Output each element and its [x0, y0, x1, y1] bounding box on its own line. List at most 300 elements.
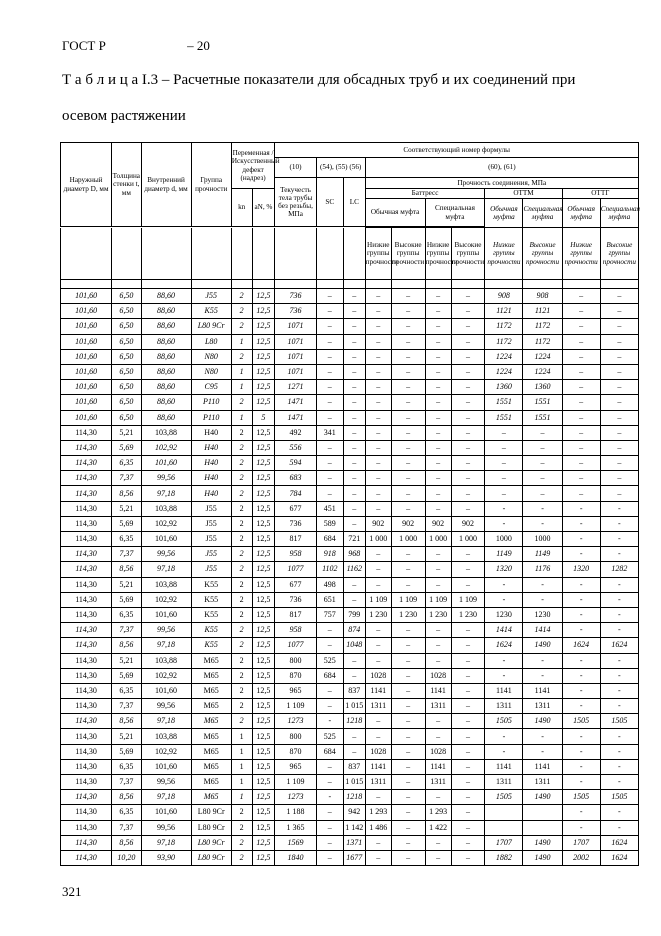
- table-cell: 5,21: [112, 577, 141, 592]
- table-cell: 114,30: [61, 471, 112, 486]
- table-cell: -: [562, 683, 600, 698]
- table-cell: 1311: [523, 775, 562, 790]
- table-cell: 114,30: [61, 820, 112, 835]
- col-inner-diameter: Внутренний диаметр d, мм: [141, 143, 191, 227]
- table-cell: 2: [231, 592, 252, 607]
- table-cell: –: [451, 364, 485, 379]
- table-cell: –: [562, 304, 600, 319]
- table-cell: 1551: [523, 410, 562, 425]
- table-cell: 12,5: [252, 501, 275, 516]
- table-cell: [523, 820, 562, 835]
- table-cell: –: [365, 440, 391, 455]
- table-cell: –: [391, 501, 425, 516]
- table-cell: –: [391, 835, 425, 850]
- table-cell: -: [485, 729, 523, 744]
- table-cell: 1071: [275, 334, 316, 349]
- table-cell: –: [343, 440, 365, 455]
- table-cell: 6,50: [112, 319, 141, 334]
- table-cell: –: [425, 714, 451, 729]
- table-cell: –: [425, 577, 451, 592]
- col-outer-diameter: Наружный диаметр D, мм: [61, 143, 112, 227]
- table-caption-cont: осевом растяжении: [62, 108, 186, 124]
- table-cell: 2: [231, 532, 252, 547]
- table-cell: H40: [191, 440, 231, 455]
- table-cell: –: [562, 319, 600, 334]
- table-row: [61, 607, 639, 622]
- table-cell: 1311: [365, 699, 391, 714]
- table-cell: –: [365, 486, 391, 501]
- table-cell: –: [343, 729, 365, 744]
- table-cell: –: [391, 805, 425, 820]
- table-cell: 97,18: [141, 714, 191, 729]
- table-cell: 2: [231, 304, 252, 319]
- table-cell: 88,60: [141, 304, 191, 319]
- table-cell: 88,60: [141, 364, 191, 379]
- table-cell: –: [562, 289, 600, 304]
- table-cell: 12,5: [252, 653, 275, 668]
- table-cell: 1121: [485, 304, 523, 319]
- table-cell: -: [562, 623, 600, 638]
- table-cell: 12,5: [252, 668, 275, 683]
- table-cell: –: [451, 440, 485, 455]
- table-cell: 1224: [523, 349, 562, 364]
- table-cell: 102,92: [141, 744, 191, 759]
- table-cell: –: [523, 471, 562, 486]
- table-cell: 958: [275, 547, 316, 562]
- table-cell: M65: [191, 683, 231, 698]
- table-cell: L80 9Cr: [191, 805, 231, 820]
- table-cell: 114,30: [61, 623, 112, 638]
- table-cell: –: [391, 395, 425, 410]
- table-cell: 12,5: [252, 714, 275, 729]
- table-cell: 1677: [343, 850, 365, 865]
- table-row: [61, 304, 639, 319]
- table-cell: 1141: [425, 759, 451, 774]
- table-cell: 556: [275, 440, 316, 455]
- table-caption: Т а б л и ц а I.3 – Расчетные показатели для обсадных труб и их соединений при: [62, 72, 576, 88]
- table-cell: 1230: [485, 607, 523, 622]
- table-cell: 942: [343, 805, 365, 820]
- table-cell: –: [343, 410, 365, 425]
- table-cell: 1551: [523, 395, 562, 410]
- table-cell: 2: [231, 547, 252, 562]
- table-cell: –: [425, 395, 451, 410]
- table-cell: K55: [191, 607, 231, 622]
- table-cell: 99,56: [141, 547, 191, 562]
- table-cell: 12,5: [252, 547, 275, 562]
- table-cell: 902: [451, 516, 485, 531]
- table-cell: –: [316, 805, 343, 820]
- table-cell: –: [600, 364, 638, 379]
- hdr-formula-60: (60), (61): [365, 158, 638, 178]
- table-cell: 837: [343, 683, 365, 698]
- table-cell: 1273: [275, 714, 316, 729]
- table-row: [61, 364, 639, 379]
- table-cell: –: [600, 334, 638, 349]
- table-cell: –: [523, 440, 562, 455]
- table-cell: M65: [191, 668, 231, 683]
- table-cell: 114,30: [61, 759, 112, 774]
- table-cell: 492: [275, 425, 316, 440]
- table-cell: 99,56: [141, 820, 191, 835]
- table-row: [61, 835, 639, 850]
- table-cell: 1224: [485, 364, 523, 379]
- hdr-ottm: ОТТМ: [485, 189, 562, 199]
- table-cell: –: [451, 349, 485, 364]
- table-cell: 2: [231, 440, 252, 455]
- hdr-ottm-low: Низкие группы прочности: [485, 228, 523, 280]
- table-cell: 12,5: [252, 289, 275, 304]
- table-cell: 12,5: [252, 623, 275, 638]
- table-row: [61, 577, 639, 592]
- table-cell: 6,50: [112, 380, 141, 395]
- table-cell: 12,5: [252, 349, 275, 364]
- table-cell: 114,30: [61, 577, 112, 592]
- table-cell: –: [391, 653, 425, 668]
- table-cell: –: [451, 304, 485, 319]
- table-cell: 965: [275, 683, 316, 698]
- table-row: [61, 319, 639, 334]
- table-cell: –: [391, 577, 425, 592]
- spacer-row: [61, 280, 639, 289]
- table-cell: 1077: [275, 562, 316, 577]
- table-cell: 2: [231, 289, 252, 304]
- table-cell: 5,69: [112, 668, 141, 683]
- table-cell: 101,60: [61, 364, 112, 379]
- table-cell: L80 9Cr: [191, 835, 231, 850]
- table-cell: –: [425, 364, 451, 379]
- table-cell: –: [343, 380, 365, 395]
- table-cell: –: [316, 699, 343, 714]
- table-cell: 1172: [485, 319, 523, 334]
- table-cell: M65: [191, 699, 231, 714]
- table-cell: 1707: [485, 835, 523, 850]
- table-cell: –: [343, 668, 365, 683]
- table-cell: 1141: [485, 683, 523, 698]
- hdr-buttress-normal: Обычная муфта: [365, 199, 425, 227]
- table-cell: 1: [231, 790, 252, 805]
- table-cell: 2: [231, 577, 252, 592]
- table-cell: 1471: [275, 410, 316, 425]
- table-cell: –: [600, 425, 638, 440]
- table-row: [61, 744, 639, 759]
- table-cell: 12,5: [252, 562, 275, 577]
- table-cell: –: [425, 440, 451, 455]
- table-cell: 101,60: [141, 456, 191, 471]
- table-cell: –: [343, 501, 365, 516]
- table-cell: –: [365, 547, 391, 562]
- table-cell: 114,30: [61, 562, 112, 577]
- table-cell: 114,30: [61, 440, 112, 455]
- table-cell: –: [365, 319, 391, 334]
- table-cell: –: [316, 349, 343, 364]
- table-cell: -: [562, 668, 600, 683]
- table-cell: -: [600, 623, 638, 638]
- table-cell: –: [365, 653, 391, 668]
- table-cell: 93,90: [141, 850, 191, 865]
- table-cell: -: [562, 501, 600, 516]
- table-cell: –: [365, 456, 391, 471]
- table-cell: 114,30: [61, 699, 112, 714]
- table-cell: –: [391, 729, 425, 744]
- table-cell: 799: [343, 607, 365, 622]
- table-cell: –: [451, 638, 485, 653]
- table-cell: 2: [231, 683, 252, 698]
- table-cell: 1 230: [365, 607, 391, 622]
- col-strength-group: Группа прочности: [191, 143, 231, 227]
- table-cell: -: [600, 547, 638, 562]
- table-cell: –: [600, 349, 638, 364]
- table-cell: –: [425, 547, 451, 562]
- table-cell: 101,60: [141, 805, 191, 820]
- table-cell: 12,5: [252, 334, 275, 349]
- table-cell: 12,5: [252, 790, 275, 805]
- table-cell: –: [343, 364, 365, 379]
- table-cell: –: [343, 486, 365, 501]
- table-cell: –: [451, 623, 485, 638]
- table-cell: 498: [316, 577, 343, 592]
- table-cell: 1414: [485, 623, 523, 638]
- hdr-ottm-high: Высокие группы прочности: [523, 228, 562, 280]
- table-cell: 800: [275, 729, 316, 744]
- table-cell: 6,35: [112, 456, 141, 471]
- table-cell: 1471: [275, 395, 316, 410]
- col-lc: LC: [343, 178, 365, 227]
- table-cell: 736: [275, 516, 316, 531]
- table-cell: 101,60: [61, 319, 112, 334]
- table-cell: 1 000: [365, 532, 391, 547]
- table-cell: -: [485, 577, 523, 592]
- table-cell: –: [316, 775, 343, 790]
- table-cell: –: [365, 850, 391, 865]
- table-cell: 525: [316, 729, 343, 744]
- table-cell: –: [425, 835, 451, 850]
- table-cell: –: [562, 410, 600, 425]
- table-cell: –: [316, 304, 343, 319]
- table-cell: 6,35: [112, 532, 141, 547]
- table-cell: 5,21: [112, 425, 141, 440]
- hdr-ottg: ОТТГ: [562, 189, 638, 199]
- table-cell: 908: [485, 289, 523, 304]
- table-cell: -: [485, 516, 523, 531]
- table-cell: 114,30: [61, 729, 112, 744]
- table-cell: –: [343, 592, 365, 607]
- table-cell: –: [562, 380, 600, 395]
- table-cell: 6,50: [112, 334, 141, 349]
- table-cell: –: [391, 562, 425, 577]
- table-cell: 1141: [523, 683, 562, 698]
- hdr-ottm-normal: Обычная муфта: [485, 199, 523, 228]
- table-cell: -: [600, 577, 638, 592]
- table-cell: 12,5: [252, 592, 275, 607]
- col-an: aN, %: [252, 189, 275, 227]
- table-row: [61, 790, 639, 805]
- table-cell: -: [600, 805, 638, 820]
- table-cell: 101,60: [61, 289, 112, 304]
- table-cell: –: [425, 289, 451, 304]
- table-cell: –: [425, 319, 451, 334]
- table-cell: 965: [275, 759, 316, 774]
- table-cell: -: [562, 653, 600, 668]
- table-cell: -: [523, 729, 562, 744]
- hdr-high-group-normal: Высокие группы прочности: [391, 228, 425, 280]
- table-cell: 1028: [365, 668, 391, 683]
- table-cell: 1707: [562, 835, 600, 850]
- table-cell: –: [523, 425, 562, 440]
- table-cell: -: [562, 744, 600, 759]
- table-row: [61, 623, 639, 638]
- table-cell: –: [316, 820, 343, 835]
- table-cell: 684: [316, 668, 343, 683]
- table-cell: 1569: [275, 835, 316, 850]
- table-cell: 6,35: [112, 805, 141, 820]
- table-cell: K55: [191, 592, 231, 607]
- table-cell: 1 109: [275, 699, 316, 714]
- table-row: [61, 486, 639, 501]
- table-cell: –: [316, 456, 343, 471]
- table-row: [61, 380, 639, 395]
- table-cell: 1 422: [425, 820, 451, 835]
- table-cell: –: [600, 410, 638, 425]
- table-cell: 6,50: [112, 349, 141, 364]
- table-cell: 589: [316, 516, 343, 531]
- table-cell: 1218: [343, 790, 365, 805]
- table-cell: –: [365, 395, 391, 410]
- table-cell: 1505: [562, 790, 600, 805]
- table-cell: 7,37: [112, 547, 141, 562]
- table-cell: 12,5: [252, 638, 275, 653]
- hdr-buttress-special: Специальная муфта: [425, 199, 485, 227]
- table-cell: M65: [191, 714, 231, 729]
- table-cell: 12,5: [252, 319, 275, 334]
- table-cell: 5,69: [112, 592, 141, 607]
- table-cell: –: [391, 744, 425, 759]
- table-row: [61, 729, 639, 744]
- table-cell: –: [451, 425, 485, 440]
- table-cell: 5,69: [112, 744, 141, 759]
- table-cell: 6,35: [112, 683, 141, 698]
- table-row: [61, 775, 639, 790]
- table-row: [61, 471, 639, 486]
- table-cell: 103,88: [141, 501, 191, 516]
- table-cell: –: [343, 425, 365, 440]
- table-cell: -: [600, 532, 638, 547]
- table-cell: –: [451, 699, 485, 714]
- table-cell: 1505: [485, 714, 523, 729]
- table-cell: 2: [231, 835, 252, 850]
- table-cell: 99,56: [141, 699, 191, 714]
- table-cell: 6,50: [112, 364, 141, 379]
- table-cell: 1071: [275, 364, 316, 379]
- table-cell: 1311: [365, 775, 391, 790]
- table-cell: –: [391, 623, 425, 638]
- table-cell: –: [451, 820, 485, 835]
- table-cell: 902: [391, 516, 425, 531]
- table-cell: 800: [275, 653, 316, 668]
- table-cell: –: [451, 653, 485, 668]
- table-cell: –: [343, 471, 365, 486]
- table-cell: 1149: [523, 547, 562, 562]
- table-cell: –: [425, 729, 451, 744]
- table-cell: 88,60: [141, 380, 191, 395]
- table-cell: –: [425, 425, 451, 440]
- table-cell: L80 9Cr: [191, 820, 231, 835]
- table-cell: 2: [231, 714, 252, 729]
- table-cell: 341: [316, 425, 343, 440]
- table-cell: -: [600, 516, 638, 531]
- table-cell: –: [562, 456, 600, 471]
- col-wall-thickness: Толщина стенки t, мм: [112, 143, 141, 227]
- table-cell: 1490: [523, 714, 562, 729]
- table-cell: 103,88: [141, 425, 191, 440]
- table-cell: –: [316, 380, 343, 395]
- table-cell: 102,92: [141, 592, 191, 607]
- hdr-buttress: Баттресс: [365, 189, 485, 199]
- table-cell: -: [523, 653, 562, 668]
- col-body-yield: Текучесть тела трубы без резьбы, МПа: [275, 178, 316, 227]
- table-cell: 114,30: [61, 547, 112, 562]
- table-cell: L80 9Cr: [191, 319, 231, 334]
- table-cell: –: [600, 471, 638, 486]
- table-cell: 114,30: [61, 668, 112, 683]
- table-cell: –: [485, 486, 523, 501]
- table-cell: 12,5: [252, 304, 275, 319]
- table-cell: 2: [231, 425, 252, 440]
- table-cell: 12,5: [252, 775, 275, 790]
- table-cell: –: [391, 820, 425, 835]
- table-cell: –: [425, 486, 451, 501]
- table-cell: 88,60: [141, 334, 191, 349]
- table-cell: -: [600, 744, 638, 759]
- table-cell: 101,60: [61, 395, 112, 410]
- table-cell: -: [523, 592, 562, 607]
- table-cell: 12,5: [252, 683, 275, 698]
- table-cell: 1505: [562, 714, 600, 729]
- col-defect: Переменная /Искусственный дефект (надрез): [231, 143, 275, 189]
- hdr-formula-10: (10): [275, 158, 316, 178]
- table-cell: -: [485, 501, 523, 516]
- table-cell: 1: [231, 410, 252, 425]
- table-cell: 1624: [600, 850, 638, 865]
- table-cell: 8,56: [112, 638, 141, 653]
- table-cell: –: [391, 410, 425, 425]
- table-cell: 1490: [523, 638, 562, 653]
- table-row: [61, 592, 639, 607]
- table-cell: 97,18: [141, 835, 191, 850]
- table-cell: 114,30: [61, 456, 112, 471]
- table-cell: 1505: [600, 790, 638, 805]
- table-cell: 6,50: [112, 395, 141, 410]
- table-cell: –: [316, 364, 343, 379]
- table-cell: 1028: [425, 744, 451, 759]
- table-cell: –: [391, 319, 425, 334]
- table-cell: 1141: [365, 683, 391, 698]
- table-cell: –: [391, 364, 425, 379]
- table-row: [61, 805, 639, 820]
- table-cell: -: [523, 744, 562, 759]
- table-cell: M65: [191, 653, 231, 668]
- table-cell: –: [425, 471, 451, 486]
- table-row: [61, 714, 639, 729]
- table-cell: –: [562, 425, 600, 440]
- table-cell: H40: [191, 486, 231, 501]
- table-cell: –: [316, 683, 343, 698]
- table-cell: 594: [275, 456, 316, 471]
- table-cell: 101,60: [61, 380, 112, 395]
- table-cell: 2: [231, 805, 252, 820]
- table-cell: 2: [231, 820, 252, 835]
- table-cell: 12,5: [252, 699, 275, 714]
